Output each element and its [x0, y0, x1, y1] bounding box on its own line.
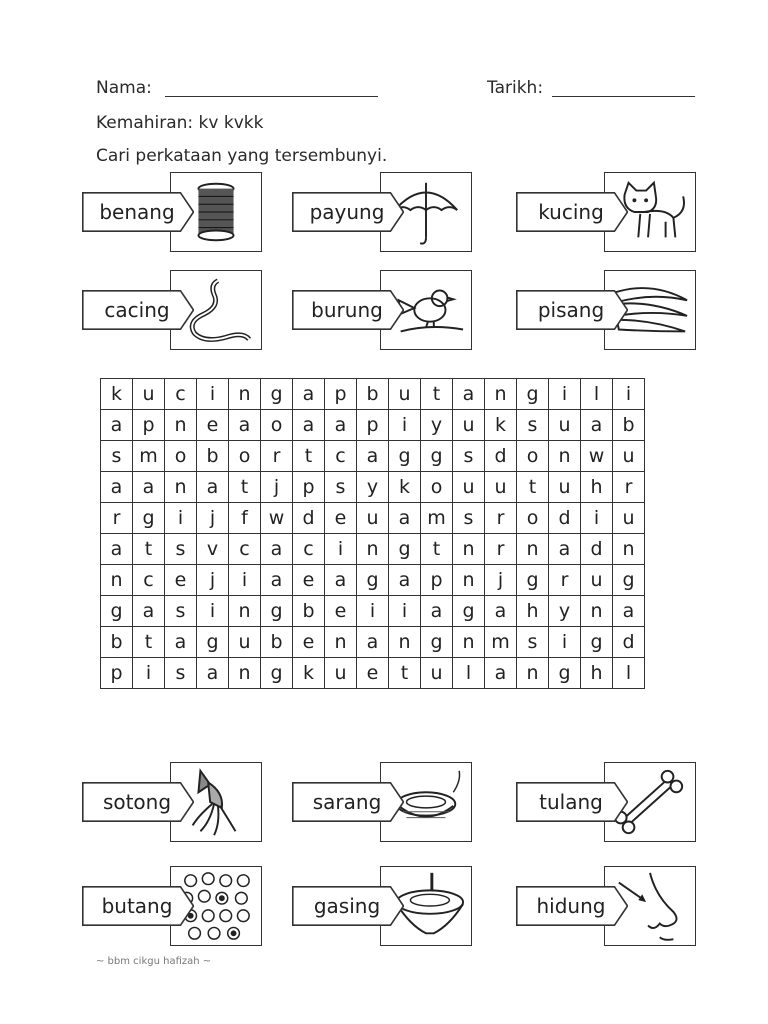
grid-cell[interactable]: d — [485, 441, 517, 472]
grid-cell[interactable]: t — [133, 627, 165, 658]
grid-cell[interactable]: g — [197, 627, 229, 658]
grid-cell[interactable]: b — [613, 410, 645, 441]
grid-cell[interactable]: g — [389, 534, 421, 565]
grid-cell[interactable]: g — [613, 565, 645, 596]
grid-cell[interactable]: a — [101, 534, 133, 565]
grid-cell[interactable]: u — [325, 658, 357, 689]
grid-cell[interactable]: u — [549, 410, 581, 441]
grid-cell[interactable]: n — [357, 534, 389, 565]
grid-cell[interactable]: n — [453, 534, 485, 565]
grid-cell[interactable]: a — [133, 472, 165, 503]
grid-cell[interactable]: j — [197, 565, 229, 596]
grid-cell[interactable]: i — [549, 379, 581, 410]
grid-cell[interactable]: n — [453, 627, 485, 658]
grid-cell[interactable]: a — [453, 379, 485, 410]
grid-cell[interactable]: s — [165, 534, 197, 565]
grid-cell[interactable]: a — [325, 565, 357, 596]
grid-cell[interactable]: c — [133, 565, 165, 596]
grid-cell[interactable]: n — [517, 534, 549, 565]
grid-cell[interactable]: u — [613, 441, 645, 472]
grid-cell[interactable]: e — [165, 565, 197, 596]
grid-cell[interactable]: s — [325, 472, 357, 503]
word-label: burung — [311, 298, 383, 322]
grid-cell[interactable]: u — [581, 565, 613, 596]
grid-cell[interactable]: a — [357, 627, 389, 658]
card-cacing — [82, 270, 292, 350]
grid-cell[interactable]: o — [229, 441, 261, 472]
date-label: Tarikh: — [487, 78, 544, 98]
grid-cell[interactable]: a — [197, 472, 229, 503]
grid-cell[interactable]: g — [581, 627, 613, 658]
grid-cell[interactable]: i — [325, 534, 357, 565]
grid-cell[interactable]: u — [453, 410, 485, 441]
grid-cell[interactable]: b — [197, 441, 229, 472]
grid-cell[interactable]: r — [261, 441, 293, 472]
grid-cell[interactable]: p — [101, 658, 133, 689]
name-field[interactable] — [165, 96, 378, 97]
card-burung — [292, 270, 502, 350]
grid-cell[interactable]: a — [101, 472, 133, 503]
card-benang — [82, 172, 292, 252]
grid-cell[interactable]: i — [197, 379, 229, 410]
grid-cell[interactable]: w — [261, 503, 293, 534]
grid-cell[interactable]: g — [453, 596, 485, 627]
grid-row — [101, 627, 645, 658]
grid-cell[interactable]: a — [485, 596, 517, 627]
word-label: sotong — [102, 790, 172, 814]
card-sarang — [292, 762, 502, 842]
grid-cell[interactable]: o — [261, 410, 293, 441]
grid-cell[interactable]: o — [165, 441, 197, 472]
grid-cell[interactable]: d — [293, 503, 325, 534]
grid-cell[interactable]: a — [325, 410, 357, 441]
grid-cell[interactable]: r — [485, 534, 517, 565]
grid-cell[interactable]: k — [389, 472, 421, 503]
grid-cell[interactable]: a — [261, 534, 293, 565]
word-label: benang — [99, 200, 175, 224]
card-sotong — [82, 762, 292, 842]
grid-cell[interactable]: s — [453, 503, 485, 534]
grid-cell[interactable]: t — [389, 658, 421, 689]
grid-cell[interactable]: g — [517, 379, 549, 410]
grid-cell[interactable]: r — [485, 503, 517, 534]
grid-row — [101, 658, 645, 689]
grid-cell[interactable]: p — [325, 379, 357, 410]
grid-cell[interactable]: e — [293, 627, 325, 658]
word-label: hidung — [536, 894, 606, 918]
grid-cell[interactable]: p — [293, 472, 325, 503]
grid-cell[interactable]: u — [357, 503, 389, 534]
grid-cell[interactable]: g — [261, 379, 293, 410]
grid-cell[interactable]: e — [325, 503, 357, 534]
grid-cell[interactable]: g — [101, 596, 133, 627]
word-label: tulang — [539, 790, 603, 814]
date-field[interactable] — [552, 96, 695, 97]
grid-cell[interactable]: l — [581, 379, 613, 410]
grid-cell[interactable]: b — [357, 379, 389, 410]
card-pisang — [516, 270, 726, 350]
grid-cell[interactable]: h — [581, 472, 613, 503]
grid-cell[interactable]: c — [293, 534, 325, 565]
grid-cell[interactable]: p — [421, 565, 453, 596]
grid-cell[interactable]: u — [421, 658, 453, 689]
grid-cell[interactable]: n — [165, 472, 197, 503]
grid-cell[interactable]: a — [261, 565, 293, 596]
skill-label: Kemahiran: kv kvkk — [96, 113, 264, 133]
grid-cell[interactable]: a — [197, 658, 229, 689]
grid-cell[interactable]: y — [357, 472, 389, 503]
grid-cell[interactable]: c — [325, 441, 357, 472]
grid-cell[interactable]: n — [389, 627, 421, 658]
grid-cell[interactable]: s — [101, 441, 133, 472]
grid-cell[interactable]: n — [229, 658, 261, 689]
grid-cell[interactable]: u — [229, 627, 261, 658]
word-label: butang — [101, 894, 173, 918]
grid-cell[interactable]: t — [421, 379, 453, 410]
grid-cell[interactable]: a — [613, 596, 645, 627]
grid-cell[interactable]: m — [485, 627, 517, 658]
grid-cell[interactable]: p — [133, 410, 165, 441]
grid-cell[interactable]: w — [581, 441, 613, 472]
grid-cell[interactable]: n — [549, 441, 581, 472]
grid-cell[interactable]: e — [197, 410, 229, 441]
card-gasing — [292, 866, 502, 946]
grid-cell[interactable]: u — [453, 472, 485, 503]
grid-cell[interactable]: n — [453, 565, 485, 596]
grid-cell[interactable]: g — [261, 596, 293, 627]
grid-cell[interactable]: a — [229, 410, 261, 441]
grid-cell[interactable]: l — [453, 658, 485, 689]
grid-cell[interactable]: k — [101, 379, 133, 410]
grid-cell[interactable]: a — [293, 379, 325, 410]
name-label: Nama: — [96, 78, 152, 98]
grid-cell[interactable]: g — [389, 441, 421, 472]
grid-cell[interactable]: t — [293, 441, 325, 472]
grid-cell[interactable]: a — [389, 503, 421, 534]
grid-cell[interactable]: a — [133, 596, 165, 627]
grid-cell[interactable]: g — [421, 627, 453, 658]
card-butang — [82, 866, 292, 946]
grid-cell[interactable]: s — [453, 441, 485, 472]
card-hidung — [516, 866, 726, 946]
grid-cell[interactable]: i — [549, 627, 581, 658]
grid-cell[interactable]: g — [357, 565, 389, 596]
grid-cell[interactable]: v — [197, 534, 229, 565]
grid-cell[interactable]: u — [485, 472, 517, 503]
grid-cell[interactable]: a — [485, 658, 517, 689]
grid-cell[interactable]: d — [549, 503, 581, 534]
grid-cell[interactable]: n — [325, 627, 357, 658]
grid-cell[interactable]: a — [581, 410, 613, 441]
word-label: payung — [309, 200, 385, 224]
grid-cell[interactable]: d — [581, 534, 613, 565]
grid-cell[interactable]: a — [293, 410, 325, 441]
grid-cell[interactable]: n — [229, 379, 261, 410]
grid-cell[interactable]: g — [261, 658, 293, 689]
grid-row — [101, 503, 645, 534]
word-label: sarang — [312, 790, 382, 814]
grid-cell[interactable]: e — [325, 596, 357, 627]
grid-cell[interactable]: i — [165, 503, 197, 534]
word-label: pisang — [537, 298, 605, 322]
grid-cell[interactable]: i — [133, 658, 165, 689]
grid-cell[interactable]: i — [581, 503, 613, 534]
grid-cell[interactable]: e — [293, 565, 325, 596]
grid-cell[interactable]: t — [517, 472, 549, 503]
grid-cell[interactable]: j — [485, 565, 517, 596]
word-label: kucing — [538, 200, 604, 224]
grid-cell[interactable]: a — [389, 565, 421, 596]
grid-cell[interactable]: l — [613, 658, 645, 689]
grid-cell[interactable]: h — [517, 596, 549, 627]
card-tulang — [516, 762, 726, 842]
grid-cell[interactable]: u — [389, 379, 421, 410]
word-label: gasing — [313, 894, 381, 918]
grid-cell[interactable]: t — [421, 534, 453, 565]
grid-cell[interactable]: b — [293, 596, 325, 627]
grid-cell[interactable]: r — [101, 503, 133, 534]
grid-cell[interactable]: n — [101, 565, 133, 596]
grid-cell[interactable]: o — [517, 503, 549, 534]
grid-cell[interactable]: h — [581, 658, 613, 689]
grid-cell[interactable]: a — [357, 441, 389, 472]
grid-cell[interactable]: u — [613, 503, 645, 534]
grid-cell[interactable]: j — [197, 503, 229, 534]
grid-cell[interactable]: r — [549, 565, 581, 596]
grid-cell[interactable]: s — [517, 627, 549, 658]
grid-cell[interactable]: o — [421, 472, 453, 503]
grid-cell[interactable]: u — [133, 379, 165, 410]
grid-row — [101, 534, 645, 565]
grid-cell[interactable]: g — [421, 441, 453, 472]
grid-cell[interactable]: g — [549, 658, 581, 689]
grid-cell[interactable]: y — [549, 596, 581, 627]
grid-cell[interactable]: i — [197, 596, 229, 627]
grid-cell[interactable]: i — [613, 379, 645, 410]
grid-cell[interactable]: j — [261, 472, 293, 503]
grid-cell[interactable]: n — [485, 379, 517, 410]
grid-cell[interactable]: b — [261, 627, 293, 658]
grid-cell[interactable]: s — [517, 410, 549, 441]
grid-cell[interactable]: i — [229, 565, 261, 596]
grid-cell[interactable]: p — [357, 410, 389, 441]
grid-cell[interactable]: b — [101, 627, 133, 658]
instruction: Cari perkataan yang tersembunyi. — [96, 146, 388, 166]
grid-row — [101, 596, 645, 627]
card-kucing — [516, 172, 726, 252]
grid-cell[interactable]: s — [165, 658, 197, 689]
grid-row — [101, 565, 645, 596]
word-search-grid — [100, 378, 645, 689]
grid-cell[interactable]: m — [133, 441, 165, 472]
grid-cell[interactable]: n — [229, 596, 261, 627]
grid-cell[interactable]: s — [165, 596, 197, 627]
grid-cell[interactable]: n — [613, 534, 645, 565]
grid-cell[interactable]: r — [613, 472, 645, 503]
grid-cell[interactable]: a — [165, 627, 197, 658]
grid-row — [101, 441, 645, 472]
grid-cell[interactable]: a — [101, 410, 133, 441]
grid-cell[interactable]: o — [517, 441, 549, 472]
grid-cell[interactable]: a — [421, 596, 453, 627]
grid-cell[interactable]: n — [517, 658, 549, 689]
grid-cell[interactable]: n — [165, 410, 197, 441]
grid-cell[interactable]: y — [421, 410, 453, 441]
grid-cell[interactable]: t — [229, 472, 261, 503]
grid-cell[interactable]: a — [549, 534, 581, 565]
grid-cell[interactable]: n — [581, 596, 613, 627]
grid-cell[interactable]: m — [421, 503, 453, 534]
grid-cell[interactable]: u — [549, 472, 581, 503]
grid-cell[interactable]: t — [133, 534, 165, 565]
grid-cell[interactable]: f — [229, 503, 261, 534]
grid-row — [101, 410, 645, 441]
grid-cell[interactable]: k — [293, 658, 325, 689]
word-label: cacing — [104, 298, 170, 322]
card-payung — [292, 172, 502, 252]
grid-row — [101, 379, 645, 410]
grid-cell[interactable]: c — [165, 379, 197, 410]
footer-credit: ~ bbm cikgu hafizah ~ — [96, 956, 212, 967]
grid-cell[interactable]: c — [229, 534, 261, 565]
grid-cell[interactable]: g — [517, 565, 549, 596]
grid-cell[interactable]: e — [357, 658, 389, 689]
grid-cell[interactable]: d — [613, 627, 645, 658]
grid-cell[interactable]: i — [389, 410, 421, 441]
grid-cell[interactable]: i — [357, 596, 389, 627]
grid-cell[interactable]: i — [389, 596, 421, 627]
grid-row — [101, 472, 645, 503]
grid-cell[interactable]: k — [485, 410, 517, 441]
grid-cell[interactable]: g — [133, 503, 165, 534]
